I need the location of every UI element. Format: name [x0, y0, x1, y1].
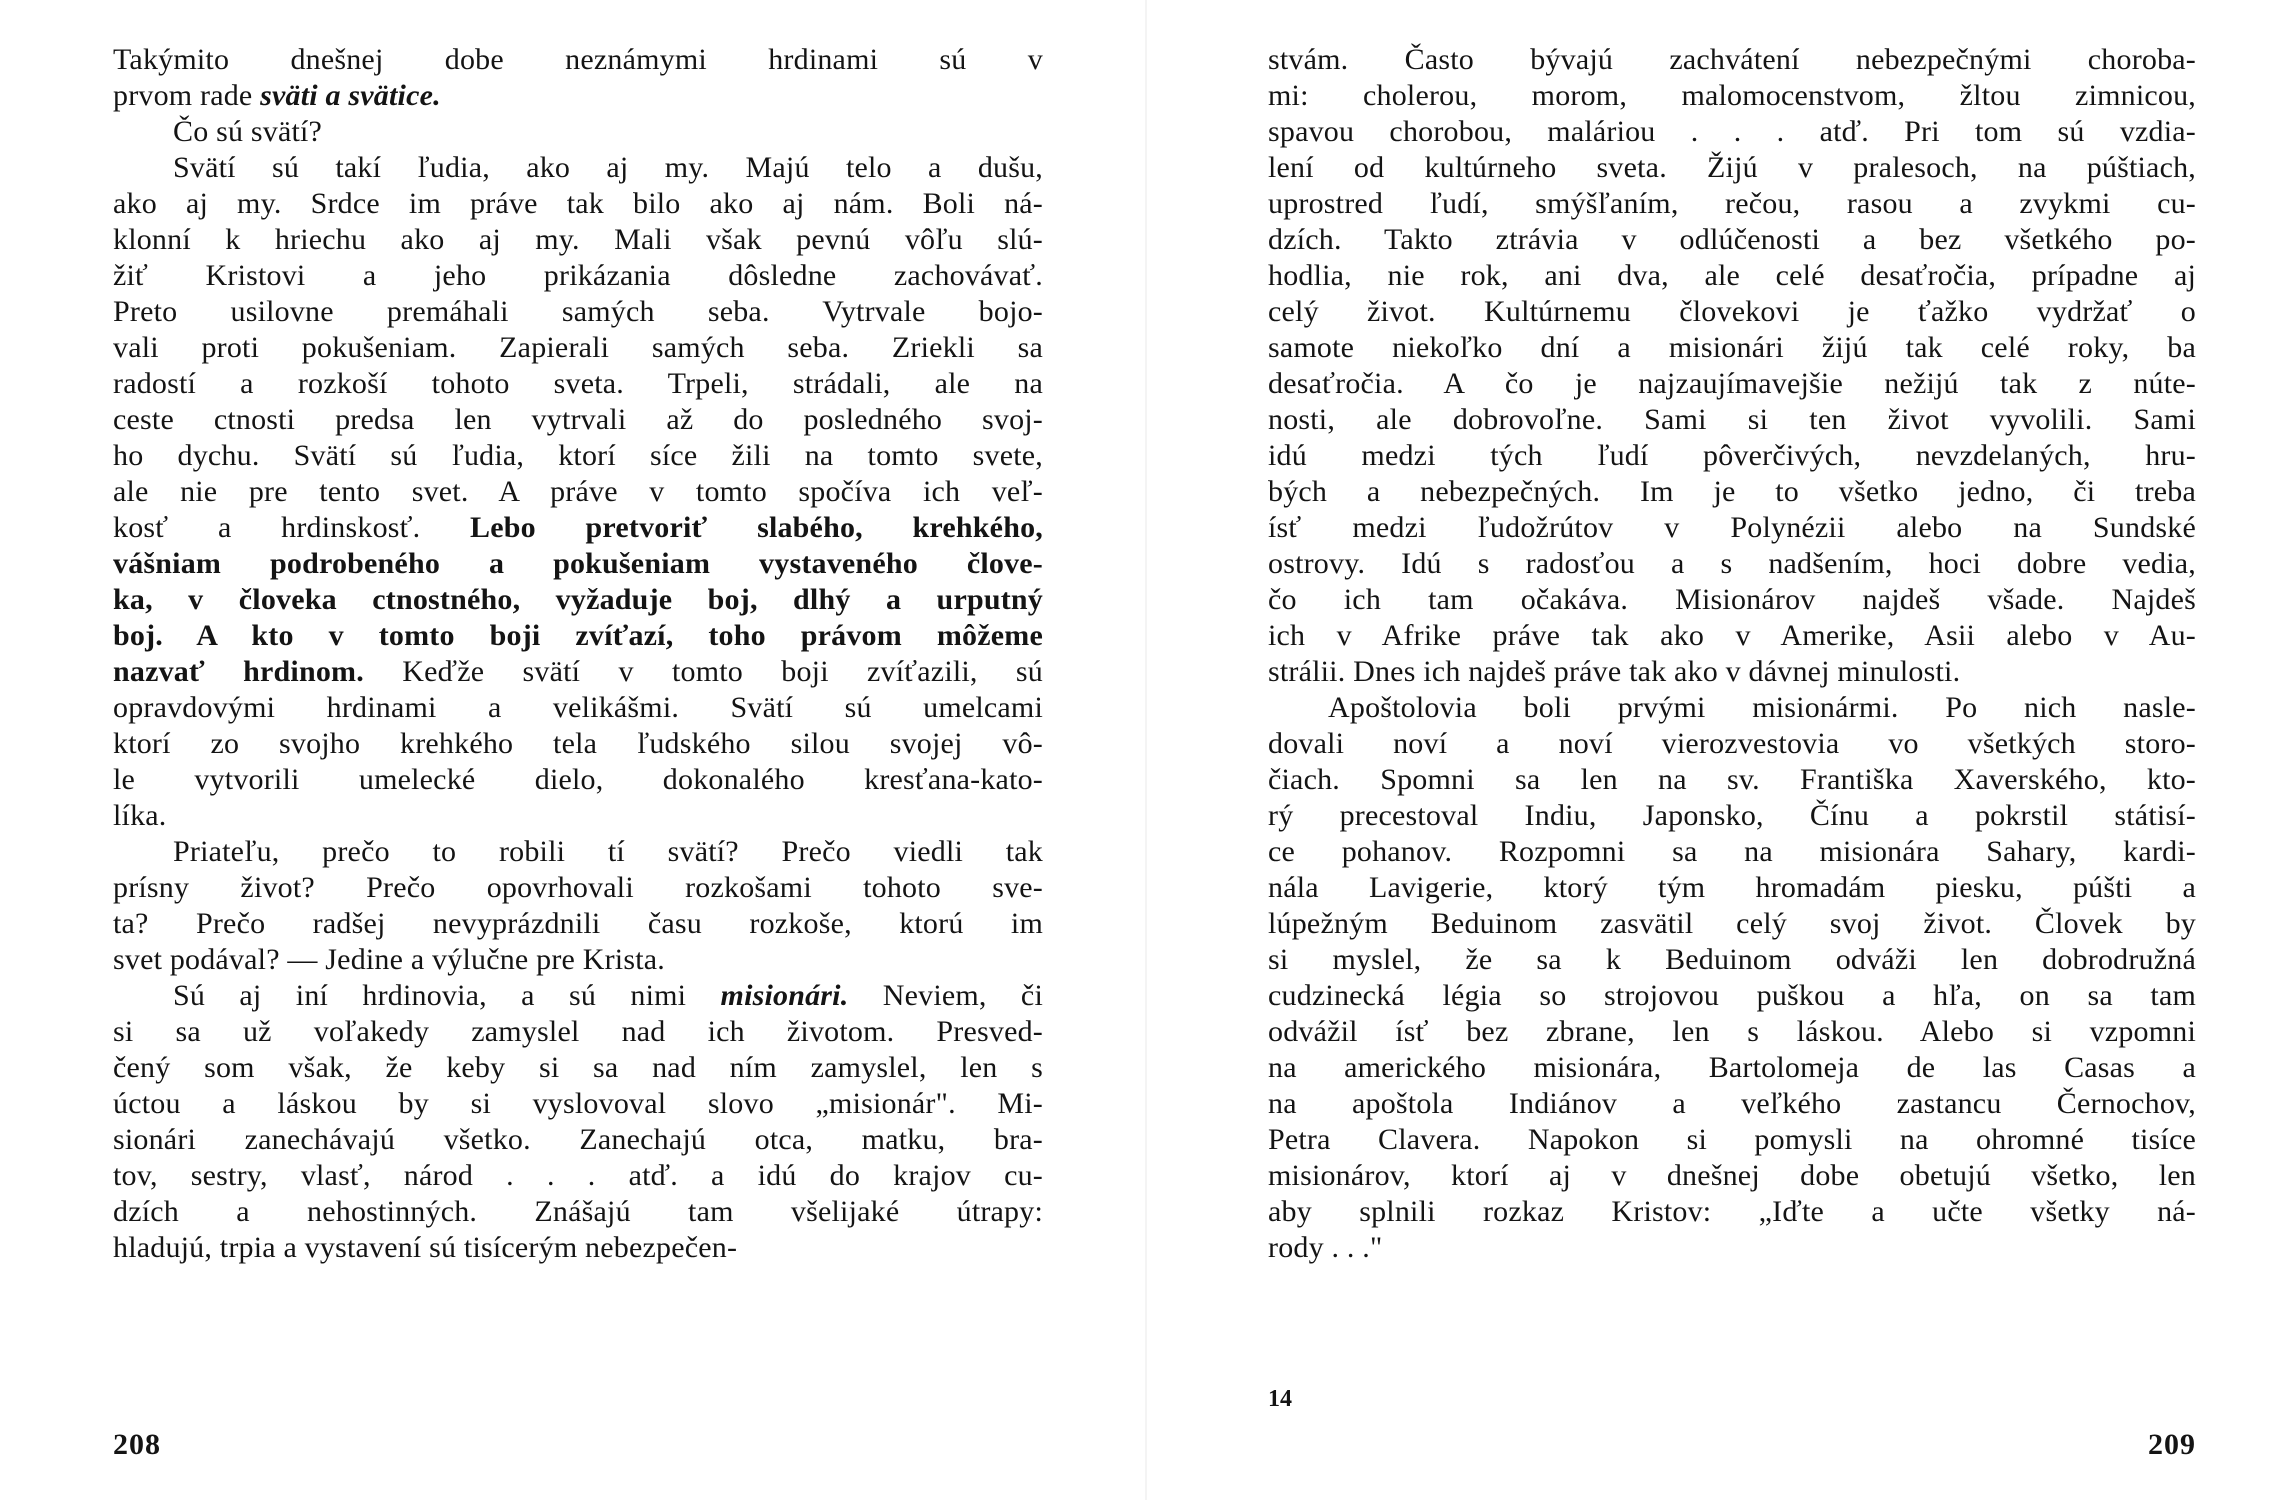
- text-line: [1268, 582, 2196, 618]
- text-segment: žiť Kristovi a jeho prikázania dôsledne zachovávať.: [113, 259, 1043, 292]
- text-line: [1268, 906, 2196, 942]
- text-segment: spavou chorobou, maláriou . . . atď. Pri tom sú vzdia-: [1268, 115, 2196, 148]
- text-line: [1268, 366, 2196, 402]
- text-segment: odvážil ísť bez zbrane, len s láskou. Alebo si vzpomni: [1268, 1015, 2196, 1048]
- text-line: [113, 1086, 1043, 1122]
- text-segment: Keďže svätí v tomto boji zvíťazili, sú: [363, 655, 1043, 688]
- text-segment: Takýmito dnešnej dobe neznámymi hrdinami sú v: [113, 43, 1043, 76]
- text-line: [113, 762, 1043, 798]
- text-line: [1268, 1194, 2196, 1230]
- text-segment: ich v Afrike práve tak ako v Amerike, Asii alebo v Au-: [1268, 619, 2196, 652]
- text-line: [113, 330, 1043, 366]
- text-line: [1268, 222, 2196, 258]
- text-line: [113, 618, 1043, 654]
- text-segment: Čo sú svätí?: [173, 115, 323, 148]
- text-segment: desaťročia. A čo je najzaujímavejšie nežijú tak z núte-: [1268, 367, 2196, 400]
- text-segment: prísny život? Prečo opovrhovali rozkošami tohoto sve-: [113, 871, 1043, 904]
- text-segment: nosti, ale dobrovoľne. Sami si ten život vyvolili. Sami: [1268, 403, 2196, 436]
- text-segment: rody . . .": [1268, 1231, 1383, 1264]
- text-segment: hodlia, nie rok, ani dva, ale celé desaťročia, prípadne aj: [1268, 259, 2196, 292]
- text-segment: Neviem, či: [848, 979, 1043, 1012]
- text-line: [113, 870, 1043, 906]
- text-segment: ceste ctnosti predsa len vytrvali až do posledného svoj-: [113, 403, 1043, 436]
- bold-text: vášniam podrobeného a pokušeniam vystaveného člove-: [113, 547, 1043, 580]
- text-line: [1268, 114, 2196, 150]
- text-segment: ale nie pre tento svet. A práve v tomto spočíva ich veľ-: [113, 475, 1043, 508]
- bold-text: nazvať hrdinom.: [113, 655, 364, 688]
- text-line: [1268, 618, 2196, 654]
- text-segment: Preto usilovne premáhali samých seba. Vytrvale bojo-: [113, 295, 1043, 328]
- text-line: [1268, 474, 2196, 510]
- text-segment: ostrovy. Idú s radosťou a s nadšením, hoci dobre vedia,: [1268, 547, 2196, 580]
- text-line: [1268, 402, 2196, 438]
- text-line: [113, 258, 1043, 294]
- text-line: [1268, 942, 2196, 978]
- text-line: [1268, 690, 2196, 726]
- text-line: [113, 1050, 1043, 1086]
- text-line: [113, 438, 1043, 474]
- text-line: [113, 546, 1043, 582]
- text-segment: vali proti pokušeniam. Zapierali samých seba. Zriekli sa: [113, 331, 1043, 364]
- text-segment: strálii. Dnes ich najdeš práve tak ako v dávnej minulosti.: [1268, 655, 1961, 688]
- text-segment: uprostred ľudí, smýšľaním, rečou, rasou a zvykmi cu-: [1268, 187, 2196, 220]
- text-line: [1268, 150, 2196, 186]
- text-segment: tov, sestry, vlasť, národ . . . atď. a idú do krajov cu-: [113, 1159, 1043, 1192]
- right-page: [1146, 0, 2292, 1500]
- text-line: [1268, 78, 2196, 114]
- bold-text: Lebo pretvoriť slabého, krehkého,: [470, 511, 1043, 544]
- text-line: [113, 726, 1043, 762]
- text-segment: ísť medzi ľudožrútov v Polynézii alebo na Sundské: [1268, 511, 2196, 544]
- right-page-number: 209: [2148, 1428, 2196, 1461]
- text-line: [1268, 510, 2196, 546]
- text-segment: čo ich tam očakáva. Misionárov najdeš všade. Najdeš: [1268, 583, 2196, 616]
- text-line: [1268, 1158, 2196, 1194]
- emphasis-text: misionári.: [720, 979, 849, 1012]
- text-segment: na amerického misionára, Bartolomeja de las Casas a: [1268, 1051, 2196, 1084]
- text-segment: sionári zanechávajú všetko. Zanechajú otca, matku, bra-: [113, 1123, 1043, 1156]
- text-line: [113, 402, 1043, 438]
- text-line: [1268, 42, 2196, 78]
- printer-signature-mark: 14: [1268, 1386, 1292, 1412]
- text-line: [113, 78, 1043, 114]
- text-segment: Sú aj iní hrdinovia, a sú nimi: [173, 979, 721, 1012]
- text-segment: kosť a hrdinskosť.: [113, 511, 471, 544]
- text-segment: bých a nebezpečných. Im je to všetko jedno, či treba: [1268, 475, 2196, 508]
- text-segment: aby splnili rozkaz Kristov: „Iďte a učte všetky ná-: [1268, 1195, 2196, 1228]
- text-line: [113, 114, 1043, 150]
- right-page-text: [1268, 42, 2196, 1266]
- left-page-text: [113, 42, 1043, 1266]
- text-line: [113, 186, 1043, 222]
- text-segment: stvám. Často bývajú zachvátení nebezpečnými choroba-: [1268, 43, 2196, 76]
- text-segment: celý život. Kultúrnemu človekovi je ťažko vydržať o: [1268, 295, 2196, 328]
- text-line: [1268, 1086, 2196, 1122]
- text-segment: čiach. Spomni sa len na sv. Františka Xaverského, kto-: [1268, 763, 2196, 796]
- text-segment: ho dychu. Svätí sú ľudia, ktorí síce žili na tomto svete,: [113, 439, 1043, 472]
- text-line: [113, 582, 1043, 618]
- text-line: [113, 1158, 1043, 1194]
- text-segment: si sa už voľakedy zamyslel nad ich životom. Presved-: [113, 1015, 1043, 1048]
- text-line: [113, 654, 1043, 690]
- text-line: [1268, 1230, 2196, 1266]
- text-segment: lení od kultúrneho sveta. Žijú v pralesoch, na púštiach,: [1268, 151, 2196, 184]
- left-page-number: 208: [113, 1428, 161, 1461]
- text-line: [1268, 1014, 2196, 1050]
- text-line: [1268, 834, 2196, 870]
- text-line: [113, 294, 1043, 330]
- text-line: [113, 906, 1043, 942]
- text-segment: opravdovými hrdinami a velikášmi. Svätí sú umelcami: [113, 691, 1043, 724]
- text-line: [113, 474, 1043, 510]
- text-segment: rý precestoval Indiu, Japonsko, Čínu a pokrstil státisí-: [1268, 799, 2196, 832]
- text-line: [1268, 546, 2196, 582]
- bold-text: ka, v človeka ctnostného, vyžaduje boj, dlhý a urputný: [113, 583, 1043, 616]
- text-segment: Apoštolovia boli prvými misionármi. Po nich nasle-: [1328, 691, 2196, 724]
- text-segment: misionárov, ktorí aj v dnešnej dobe obetujú všetko, len: [1268, 1159, 2196, 1192]
- text-line: [113, 222, 1043, 258]
- text-line: [1268, 330, 2196, 366]
- text-segment: ako aj my. Srdce im práve tak bilo ako aj nám. Boli ná-: [113, 187, 1043, 220]
- text-line: [113, 798, 1043, 834]
- text-line: [113, 150, 1043, 186]
- text-line: [1268, 654, 2196, 690]
- text-segment: samote niekoľko dní a misionári žijú tak celé roky, ba: [1268, 331, 2196, 364]
- text-line: [113, 42, 1043, 78]
- text-line: [1268, 186, 2196, 222]
- text-line: [1268, 978, 2196, 1014]
- text-line: [1268, 798, 2196, 834]
- text-segment: Petra Clavera. Napokon si pomysli na ohromné tisíce: [1268, 1123, 2196, 1156]
- text-segment: nála Lavigerie, ktorý tým hromadám piesku, púšti a: [1268, 871, 2196, 904]
- text-line: [1268, 726, 2196, 762]
- text-line: [1268, 762, 2196, 798]
- text-line: [113, 978, 1043, 1014]
- text-line: [1268, 438, 2196, 474]
- text-segment: čený som však, že keby si sa nad ním zamyslel, len s: [113, 1051, 1043, 1084]
- text-line: [1268, 870, 2196, 906]
- text-segment: Svätí sú takí ľudia, ako aj my. Majú telo a dušu,: [173, 151, 1043, 184]
- text-segment: mi: cholerou, morom, malomocenstvom, žltou zimnicou,: [1268, 79, 2196, 112]
- text-segment: ce pohanov. Rozpomni sa na misionára Sahary, kardi-: [1268, 835, 2196, 868]
- text-segment: ktorí zo svojho krehkého tela ľudského silou svojej vô-: [113, 727, 1043, 760]
- text-segment: dzích a nehostinných. Znášajú tam všelijaké útrapy:: [113, 1195, 1043, 1228]
- text-segment: Priateľu, prečo to robili tí svätí? Prečo viedli tak: [173, 835, 1043, 868]
- text-line: [113, 1194, 1043, 1230]
- text-segment: dovali noví a noví vierozvestovia vo všetkých storo-: [1268, 727, 2196, 760]
- text-segment: klonní k hriechu ako aj my. Mali však pevnú vôľu slú-: [113, 223, 1043, 256]
- text-segment: dzích. Takto ztrávia v odlúčenosti a bez všetkého po-: [1268, 223, 2196, 256]
- text-line: [113, 1230, 1043, 1266]
- text-segment: le vytvorili umelecké dielo, dokonalého kresťana-kato-: [113, 763, 1043, 796]
- text-segment: svet podával? — Jedine a výlučne pre Krista.: [113, 943, 665, 976]
- text-line: [1268, 258, 2196, 294]
- text-segment: na apoštola Indiánov a veľkého zastancu Černochov,: [1268, 1087, 2196, 1120]
- text-segment: si myslel, že sa k Beduinom odváži len dobrodružná: [1268, 943, 2196, 976]
- text-line: [1268, 294, 2196, 330]
- text-segment: radostí a rozkoší tohoto sveta. Trpeli, strádali, ale na: [113, 367, 1043, 400]
- text-segment: ta? Prečo radšej nevyprázdnili času rozkoše, ktorú im: [113, 907, 1043, 940]
- text-line: [113, 1122, 1043, 1158]
- text-line: [1268, 1050, 2196, 1086]
- text-segment: lúpežným Beduinom zasvätil celý svoj život. Človek by: [1268, 907, 2196, 940]
- text-segment: prvom rade: [113, 79, 261, 112]
- text-segment: idú medzi tých ľudí pôverčivých, nevzdelaných, hru-: [1268, 439, 2196, 472]
- text-line: [113, 1014, 1043, 1050]
- text-segment: hladujú, trpia a vystavení sú tisícerým nebezpečen-: [113, 1231, 738, 1264]
- text-segment: úctou a láskou by si vyslovoval slovo „misionár". Mi-: [113, 1087, 1043, 1120]
- text-line: [113, 690, 1043, 726]
- text-line: [113, 942, 1043, 978]
- text-line: [113, 366, 1043, 402]
- text-segment: cudzinecká légia so strojovou puškou a hľa, on sa tam: [1268, 979, 2196, 1012]
- text-line: [113, 834, 1043, 870]
- emphasis-text: sväti a svätice.: [260, 79, 441, 112]
- bold-text: boj. A kto v tomto boji zvíťazí, toho právom môžeme: [113, 619, 1043, 652]
- text-segment: líka.: [113, 799, 167, 832]
- text-line: [113, 510, 1043, 546]
- text-line: [1268, 1122, 2196, 1158]
